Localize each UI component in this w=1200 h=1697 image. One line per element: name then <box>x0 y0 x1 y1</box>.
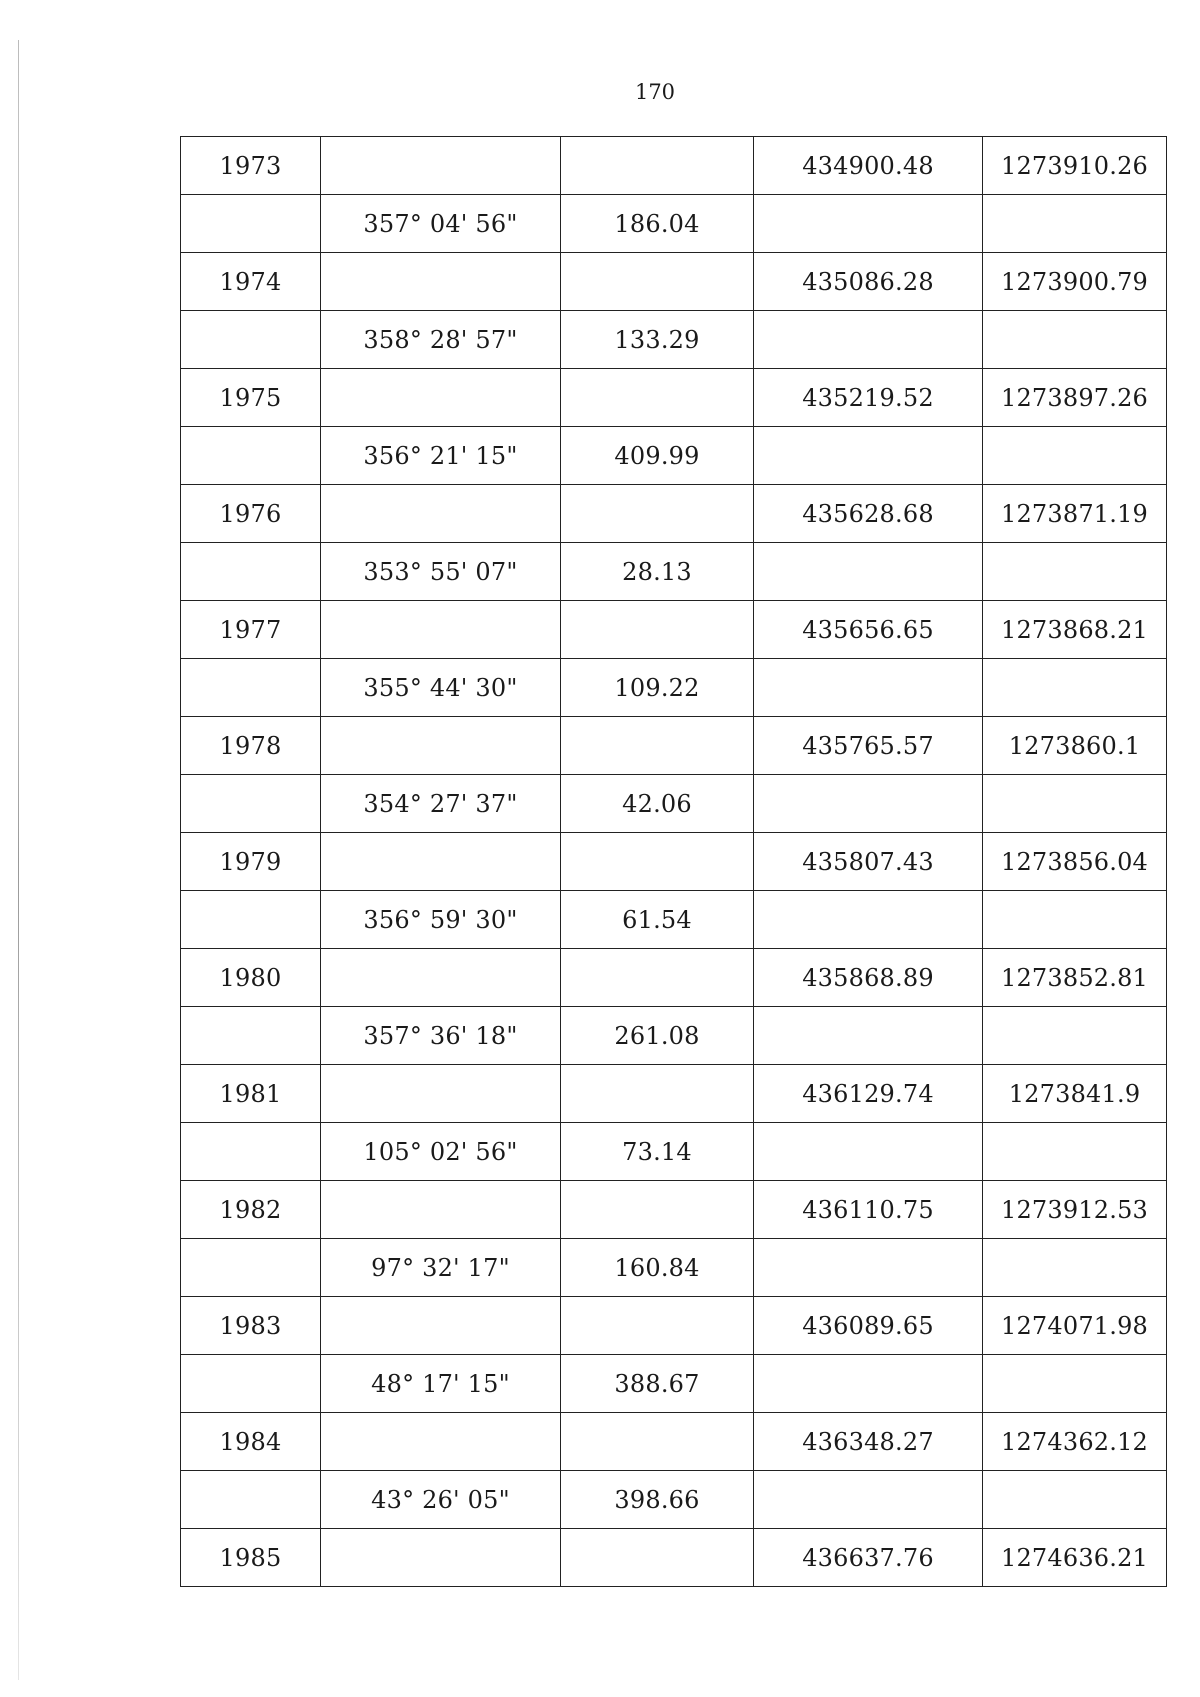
table-row <box>181 1413 1167 1471</box>
easting-cell: 1273841.9 <box>983 1065 1167 1123</box>
distance-cell: 186.04 <box>561 195 754 253</box>
point-cell: 1980 <box>181 949 321 1007</box>
table-row <box>181 195 1167 253</box>
easting-cell <box>983 1123 1167 1181</box>
northing-cell <box>754 1123 983 1181</box>
bearing-cell: 43° 26' 05" <box>321 1471 561 1529</box>
bearing-cell: 354° 27' 37" <box>321 775 561 833</box>
table-row <box>181 311 1167 369</box>
bearing-cell <box>321 1297 561 1355</box>
point-cell <box>181 659 321 717</box>
easting-cell <box>983 1471 1167 1529</box>
table-row <box>181 601 1167 659</box>
table-row <box>181 485 1167 543</box>
easting-cell: 1273912.53 <box>983 1181 1167 1239</box>
scan-edge-mark <box>18 40 19 1680</box>
table-row <box>181 1181 1167 1239</box>
northing-cell: 435628.68 <box>754 485 983 543</box>
point-cell <box>181 543 321 601</box>
table-row <box>181 717 1167 775</box>
easting-cell: 1273856.04 <box>983 833 1167 891</box>
bearing-cell <box>321 949 561 1007</box>
easting-cell <box>983 1355 1167 1413</box>
bearing-cell <box>321 1181 561 1239</box>
easting-cell <box>983 1007 1167 1065</box>
point-cell: 1984 <box>181 1413 321 1471</box>
point-cell <box>181 195 321 253</box>
distance-cell: 160.84 <box>561 1239 754 1297</box>
table-row <box>181 369 1167 427</box>
northing-cell <box>754 891 983 949</box>
northing-cell: 435086.28 <box>754 253 983 311</box>
northing-cell: 436110.75 <box>754 1181 983 1239</box>
distance-cell: 409.99 <box>561 427 754 485</box>
bearing-cell <box>321 717 561 775</box>
distance-cell <box>561 1529 754 1587</box>
bearing-cell: 357° 36' 18" <box>321 1007 561 1065</box>
easting-cell <box>983 659 1167 717</box>
table-row <box>181 775 1167 833</box>
table-row <box>181 543 1167 601</box>
distance-cell: 133.29 <box>561 311 754 369</box>
northing-cell <box>754 775 983 833</box>
easting-cell: 1274636.21 <box>983 1529 1167 1587</box>
bearing-cell <box>321 1413 561 1471</box>
table-row <box>181 1123 1167 1181</box>
point-cell <box>181 775 321 833</box>
easting-cell: 1273910.26 <box>983 137 1167 195</box>
point-cell <box>181 311 321 369</box>
distance-cell <box>561 833 754 891</box>
table-row <box>181 659 1167 717</box>
table-row <box>181 833 1167 891</box>
distance-cell: 388.67 <box>561 1355 754 1413</box>
table-row <box>181 1355 1167 1413</box>
northing-cell: 435219.52 <box>754 369 983 427</box>
bearing-cell: 356° 59' 30" <box>321 891 561 949</box>
table-row <box>181 1007 1167 1065</box>
easting-cell: 1273868.21 <box>983 601 1167 659</box>
bearing-cell <box>321 369 561 427</box>
northing-cell: 436637.76 <box>754 1529 983 1587</box>
northing-cell: 435868.89 <box>754 949 983 1007</box>
page-number: 170 <box>634 80 676 104</box>
bearing-cell: 48° 17' 15" <box>321 1355 561 1413</box>
table-row <box>181 1529 1167 1587</box>
point-cell <box>181 1471 321 1529</box>
distance-cell <box>561 1065 754 1123</box>
easting-cell: 1273860.1 <box>983 717 1167 775</box>
distance-cell: 42.06 <box>561 775 754 833</box>
bearing-cell <box>321 253 561 311</box>
distance-cell: 398.66 <box>561 1471 754 1529</box>
easting-cell: 1273871.19 <box>983 485 1167 543</box>
point-cell <box>181 1007 321 1065</box>
point-cell: 1978 <box>181 717 321 775</box>
table-body <box>181 137 1167 1587</box>
distance-cell <box>561 1297 754 1355</box>
distance-cell: 109.22 <box>561 659 754 717</box>
northing-cell: 436089.65 <box>754 1297 983 1355</box>
distance-cell <box>561 253 754 311</box>
bearing-cell <box>321 1529 561 1587</box>
easting-cell: 1273852.81 <box>983 949 1167 1007</box>
table-row <box>181 253 1167 311</box>
table-row <box>181 1065 1167 1123</box>
easting-cell <box>983 543 1167 601</box>
distance-cell <box>561 717 754 775</box>
bearing-cell: 356° 21' 15" <box>321 427 561 485</box>
point-cell: 1974 <box>181 253 321 311</box>
northing-cell <box>754 543 983 601</box>
northing-cell: 436348.27 <box>754 1413 983 1471</box>
point-cell <box>181 427 321 485</box>
distance-cell <box>561 1413 754 1471</box>
bearing-cell: 357° 04' 56" <box>321 195 561 253</box>
easting-cell <box>983 311 1167 369</box>
bearing-cell: 358° 28' 57" <box>321 311 561 369</box>
easting-cell <box>983 775 1167 833</box>
bearing-cell <box>321 137 561 195</box>
easting-cell: 1274362.12 <box>983 1413 1167 1471</box>
easting-cell <box>983 1239 1167 1297</box>
distance-cell <box>561 1181 754 1239</box>
easting-cell <box>983 427 1167 485</box>
table-row <box>181 137 1167 195</box>
easting-cell: 1274071.98 <box>983 1297 1167 1355</box>
table-row <box>181 1239 1167 1297</box>
distance-cell: 28.13 <box>561 543 754 601</box>
table-row <box>181 1297 1167 1355</box>
bearing-cell <box>321 601 561 659</box>
point-cell: 1982 <box>181 1181 321 1239</box>
distance-cell: 73.14 <box>561 1123 754 1181</box>
point-cell: 1977 <box>181 601 321 659</box>
northing-cell <box>754 427 983 485</box>
table-row <box>181 949 1167 1007</box>
distance-cell: 261.08 <box>561 1007 754 1065</box>
point-cell: 1979 <box>181 833 321 891</box>
easting-cell <box>983 891 1167 949</box>
point-cell: 1976 <box>181 485 321 543</box>
distance-cell <box>561 485 754 543</box>
table-row <box>181 891 1167 949</box>
easting-cell: 1273900.79 <box>983 253 1167 311</box>
point-cell: 1981 <box>181 1065 321 1123</box>
point-cell: 1983 <box>181 1297 321 1355</box>
point-cell: 1985 <box>181 1529 321 1587</box>
northing-cell <box>754 1239 983 1297</box>
easting-cell: 1273897.26 <box>983 369 1167 427</box>
table-row <box>181 1471 1167 1529</box>
northing-cell <box>754 1471 983 1529</box>
bearing-cell: 355° 44' 30" <box>321 659 561 717</box>
northing-cell: 436129.74 <box>754 1065 983 1123</box>
bearing-cell: 105° 02' 56" <box>321 1123 561 1181</box>
northing-cell: 434900.48 <box>754 137 983 195</box>
coordinates-table <box>180 136 1167 1587</box>
bearing-cell <box>321 833 561 891</box>
point-cell: 1973 <box>181 137 321 195</box>
point-cell <box>181 1123 321 1181</box>
northing-cell <box>754 1355 983 1413</box>
distance-cell <box>561 137 754 195</box>
northing-cell: 435765.57 <box>754 717 983 775</box>
bearing-cell: 353° 55' 07" <box>321 543 561 601</box>
distance-cell <box>561 369 754 427</box>
distance-cell <box>561 949 754 1007</box>
point-cell: 1975 <box>181 369 321 427</box>
easting-cell <box>983 195 1167 253</box>
point-cell <box>181 891 321 949</box>
northing-cell <box>754 659 983 717</box>
distance-cell <box>561 601 754 659</box>
northing-cell: 435807.43 <box>754 833 983 891</box>
distance-cell: 61.54 <box>561 891 754 949</box>
bearing-cell <box>321 485 561 543</box>
northing-cell <box>754 1007 983 1065</box>
point-cell <box>181 1355 321 1413</box>
bearing-cell: 97° 32' 17" <box>321 1239 561 1297</box>
northing-cell <box>754 311 983 369</box>
northing-cell <box>754 195 983 253</box>
northing-cell: 435656.65 <box>754 601 983 659</box>
bearing-cell <box>321 1065 561 1123</box>
point-cell <box>181 1239 321 1297</box>
table-row <box>181 427 1167 485</box>
